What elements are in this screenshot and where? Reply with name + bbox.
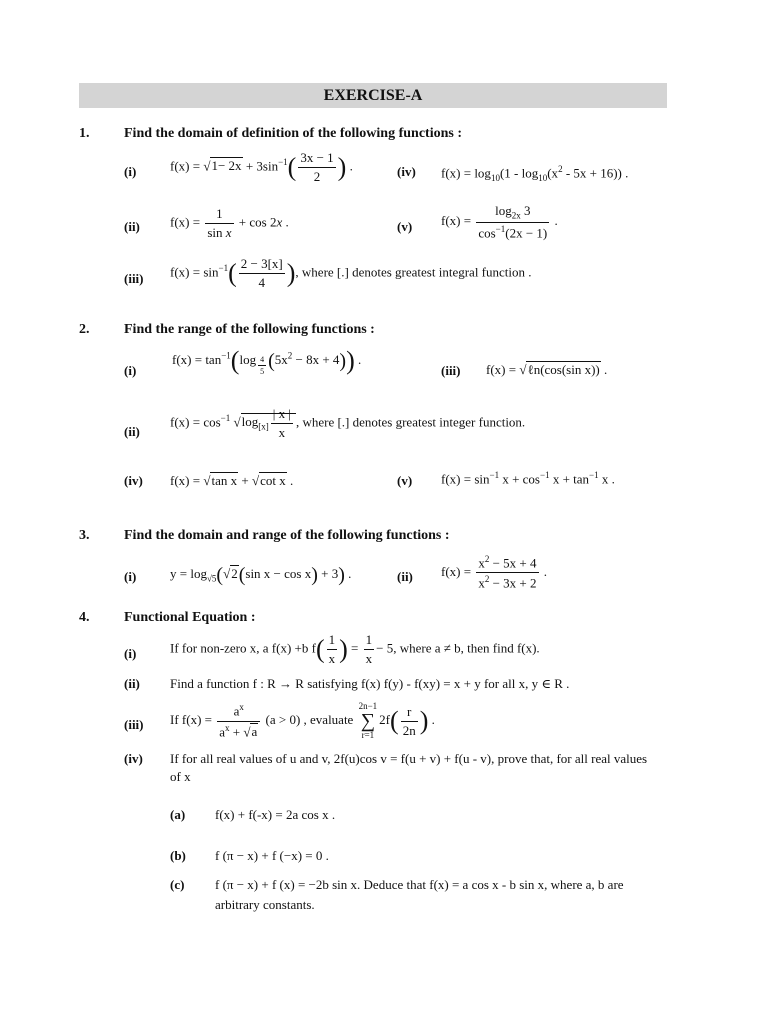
part-label: (iv) <box>397 164 416 179</box>
part-note: , where [.] denotes greatest integral function . <box>295 264 532 280</box>
formula-1-v: f(x) = $\frac{\log_{2x} 3}{\cos^{-1}(2x - 1)}$ . <box>441 203 558 240</box>
formula-3-i: $y = \log_{√5}(√2(\sin$ x − cos x) + 3) . <box>170 564 352 586</box>
part-label: (iii) <box>124 271 144 286</box>
formula-2-ii: $f(x) = \cos^{-1} √\log_{[x]}$ $\frac{| x |}{x}$ , where [.] denotes greatest integer function. <box>170 406 526 440</box>
part-label: (iv) <box>124 473 143 488</box>
question-heading: Find the domain and range of the following functions : <box>124 528 450 543</box>
part-label: (v) <box>397 219 413 234</box>
formula-4-c-cont: arbitrary constants. <box>215 897 315 912</box>
formula-1-iv: $f(x) = \log_{10}(1 - \log_{10}(x^2 - 5x + 16))$ . <box>441 164 629 183</box>
question-heading: Find the range of the following functions : <box>124 322 375 337</box>
question-number: 4. <box>79 610 90 625</box>
part-label: (i) <box>124 363 137 378</box>
formula-4-i: If for non-zero x, a f(x) +b f( $\frac{1}{x}$ ) = $\frac{1}{x}$ − 5, where a ≠ b, then find f(x). <box>170 632 540 666</box>
part-label: (iii) <box>441 363 461 378</box>
formula-1-iii: $f(x) = \sin^{-1}$( $\frac{2 - 3[x]}{4}$ ), where [.] denotes greatest integral function . <box>170 256 532 290</box>
part-label: (i) <box>124 569 137 584</box>
formula-4-ii: Find a function f : R → R satisfying f(x) f(y) - f(xy) = x + y for all x, y ∈ R . <box>170 676 570 691</box>
subpart-label: (c) <box>170 877 185 892</box>
formula-2-i: $f(x) = \tan^{-1}(\log$ $_{\frac{4}{5}}$ $(5x^2 - 8x + 4)$) . <box>172 346 362 377</box>
part-label: (i) <box>124 646 137 661</box>
formula-2-iv: f(x) = √tan x + √cot x . <box>170 473 294 488</box>
part-label: (v) <box>397 473 413 488</box>
formula-1-ii: f(x) = $\frac{1}{\text{sin x}}$ + cos 2x . <box>170 206 289 240</box>
formula-4-iv-cont: of x <box>170 769 191 784</box>
formula-1-i: $f(x) = √1- 2x + 3\sin^{-1}$( $\frac{3x - 1}{2}$ ) . <box>170 150 353 184</box>
subpart-label: (b) <box>170 848 186 863</box>
part-label: (iii) <box>124 717 144 732</box>
formula-3-ii: f(x) = $\frac{x^2 - 5x + 4}{x^2 - 3x + 2}$ . <box>441 554 547 591</box>
question-number: 2. <box>79 322 90 337</box>
part-label: (ii) <box>124 424 140 439</box>
part-label: (ii) <box>124 676 140 691</box>
question-heading: Find the domain of definition of the following functions : <box>124 126 462 141</box>
part-label: (ii) <box>124 219 140 234</box>
formula-4-iv: If for all real values of u and v, 2f(u)cos v = f(u + v) + f(u - v), prove that, for all real values <box>170 751 648 766</box>
formula-4-iii: If f(x) = $\frac{a^x}{a^x + √a}$ (a > 0) , evaluate 2n−1 ∑ r=12f( $\frac{r}{2n}$ ) . <box>170 701 435 740</box>
formula-4-c: f (π − x) + f (x) = −2b sin x. Deduce that f(x) = a cos x - b sin x, where a, b are <box>215 877 624 892</box>
formula-4-b: f (π − x) + f (−x) = 0 . <box>215 848 329 863</box>
formula-2-v: $f(x) = \sin^{-1} x + \cos^{-1} x + \tan^{-1} x$ . <box>441 470 615 487</box>
question-heading: Functional Equation : <box>124 610 256 625</box>
part-label: (i) <box>124 164 137 179</box>
part-note: , where [.] denotes greatest integer function. <box>295 414 526 430</box>
question-number: 3. <box>79 528 90 543</box>
formula-4-a: f(x) + f(-x) = 2a cos x . <box>215 807 336 822</box>
formula-2-iii: f(x) = √ℓn(cos(sin x)) . <box>486 362 608 377</box>
part-label: (iv) <box>124 751 143 766</box>
question-number: 1. <box>79 126 90 141</box>
part-label: (ii) <box>397 569 413 584</box>
subpart-label: (a) <box>170 807 186 822</box>
page-title: EXERCISE-A <box>79 83 667 108</box>
